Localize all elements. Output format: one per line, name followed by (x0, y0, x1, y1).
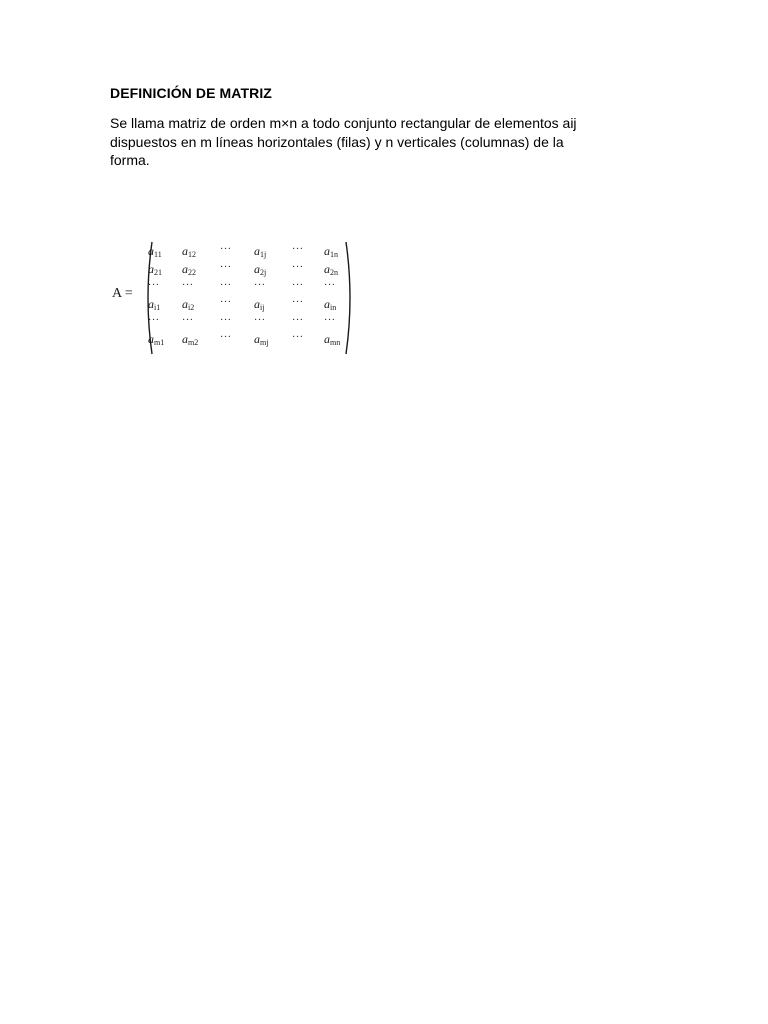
matrix-entry-subscript: 21 (154, 268, 162, 277)
matrix-entry (324, 244, 338, 259)
matrix-entry-base: a (254, 262, 260, 276)
matrix-entry-base: a (148, 332, 154, 346)
matrix-entry (254, 297, 264, 312)
matrix-entry (324, 297, 336, 312)
matrix-entry-subscript: m1 (154, 338, 165, 347)
matrix-entry-base: a (182, 332, 188, 346)
matrix-entry-base: a (254, 332, 260, 346)
matrix-entry (324, 332, 340, 347)
right-parenthesis (344, 240, 356, 356)
definition-paragraph (110, 114, 640, 170)
matrix-entry-subscript: mj (260, 338, 269, 347)
matrix-entry-base: a (148, 297, 154, 311)
matrix-entry-subscript: mn (330, 338, 341, 347)
matrix-entry-base: a (254, 244, 260, 258)
matrix-ellipsis: ··· (292, 244, 304, 255)
matrix-ellipsis: ··· (254, 315, 266, 326)
matrix-entry-subscript: ij (260, 303, 265, 312)
paragraph-line-3: forma. (110, 152, 150, 168)
matrix-entry-base: a (324, 262, 330, 276)
matrix-entry-subscript: i1 (154, 303, 161, 312)
matrix-entry-base: a (324, 297, 330, 311)
matrix-lhs: A = (112, 286, 133, 301)
matrix-entry-base: a (324, 332, 330, 346)
paragraph-line-2: dispuestos en m líneas horizontales (filas) y n verticales (columnas) de la (110, 133, 564, 150)
matrix-entry-base: a (148, 262, 154, 276)
matrix-ellipsis: ··· (220, 315, 232, 326)
matrix-entry (148, 332, 164, 347)
matrix-ellipsis: ··· (254, 280, 266, 291)
matrix-ellipsis: ··· (324, 315, 336, 326)
matrix-entry (254, 332, 268, 347)
matrix-entry-base: a (324, 244, 330, 258)
matrix-ellipsis: ··· (182, 315, 194, 326)
matrix-entry (182, 262, 196, 277)
matrix-ellipsis: ··· (220, 332, 232, 343)
matrix-ellipsis: ··· (182, 280, 194, 291)
matrix-entry (182, 332, 198, 347)
matrix-entry-base: a (182, 262, 188, 276)
matrix-figure (108, 230, 358, 360)
matrix-entry-base: a (182, 297, 188, 311)
matrix-ellipsis: ··· (220, 280, 232, 291)
matrix-entry-base: a (148, 244, 154, 258)
matrix-entry-subscript: m2 (188, 338, 199, 347)
matrix-entry-base: a (254, 297, 260, 311)
matrix-entry-subscript: 12 (188, 250, 196, 259)
matrix-ellipsis: ··· (220, 244, 232, 255)
matrix-entry (182, 297, 194, 312)
matrix-entry (254, 262, 266, 277)
matrix-entry-subscript: i2 (188, 303, 195, 312)
matrix-ellipsis: ··· (324, 280, 336, 291)
matrix-entry-subscript: 11 (154, 250, 162, 259)
matrix-ellipsis: ··· (148, 280, 160, 291)
matrix-ellipsis: ··· (292, 262, 304, 273)
matrix-entry (254, 244, 266, 259)
matrix-entry (182, 244, 196, 259)
matrix-entry (148, 244, 162, 259)
matrix-ellipsis: ··· (292, 297, 304, 308)
paragraph-line-1: Se llama matriz de orden m×n a todo conjunto rectangular de elementos aij (110, 115, 577, 131)
matrix-entry (324, 262, 338, 277)
matrix-ellipsis: ··· (148, 315, 160, 326)
matrix-entry-subscript: 22 (188, 268, 196, 277)
matrix-ellipsis: ··· (292, 332, 304, 343)
matrix-entry-subscript: 1j (260, 250, 267, 259)
matrix-entry-subscript: 2j (260, 268, 267, 277)
matrix-entry-subscript: 2n (330, 268, 338, 277)
matrix-ellipsis: ··· (220, 297, 232, 308)
matrix-entry-subscript: in (330, 303, 337, 312)
page-title: DEFINICIÓN DE MATRIZ (110, 85, 272, 101)
matrix-entry (148, 262, 162, 277)
matrix-ellipsis: ··· (292, 280, 304, 291)
matrix-entry-base: a (182, 244, 188, 258)
matrix-entry-subscript: 1n (330, 250, 338, 259)
matrix-ellipsis: ··· (292, 315, 304, 326)
matrix-entry (148, 297, 160, 312)
matrix-ellipsis: ··· (220, 262, 232, 273)
